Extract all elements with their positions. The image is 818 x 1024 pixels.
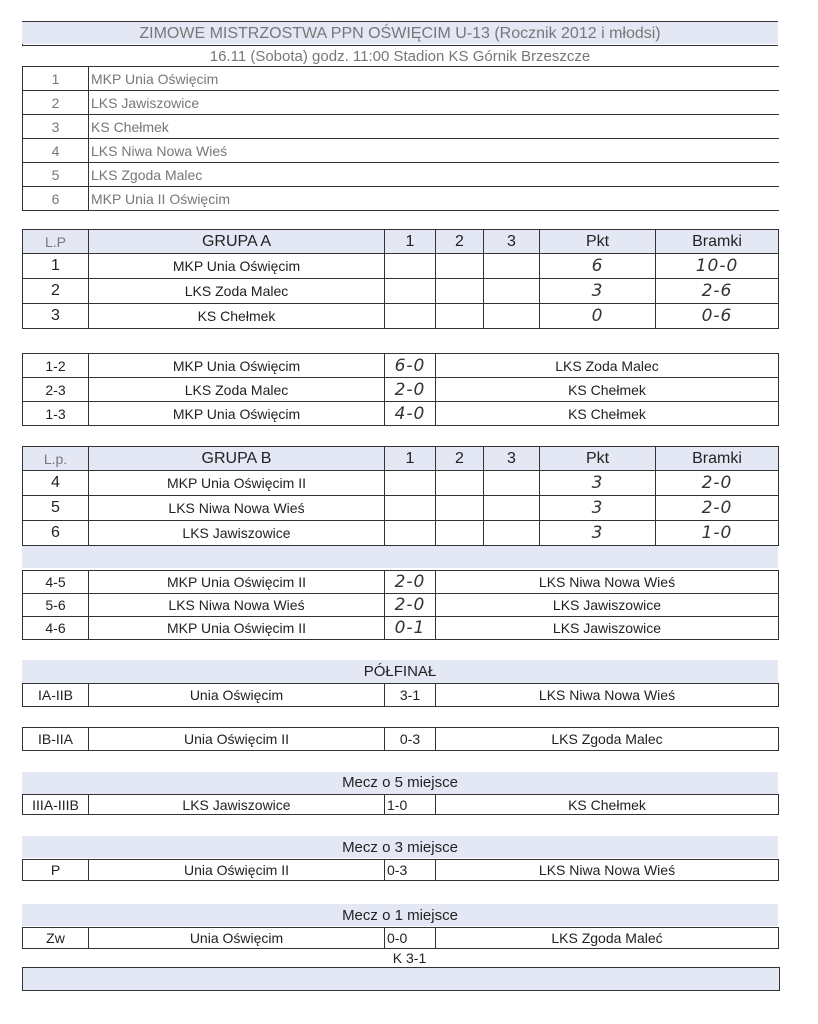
col-2: 2: [436, 230, 484, 254]
match-pair: IB-IIA: [23, 728, 89, 751]
header-divider: [22, 45, 778, 46]
group-a-matches: [22, 353, 779, 426]
match-pair: IIIA-IIIB: [23, 795, 89, 815]
goals: 1-0: [656, 521, 779, 546]
page-title: ZIMOWE MISTRZOSTWA PPN OŚWIĘCIM U-13 (Rocznik 2012 i młodsi): [139, 25, 661, 42]
group-b-title: GRUPA B: [89, 447, 385, 471]
away-team: LKS Niwa Nowa Wieś: [436, 684, 779, 707]
team-name: MKP Unia Oświęcim: [89, 67, 779, 91]
home-team: MKP Unia Oświęcim: [89, 402, 385, 426]
team-name: LKS Niwa Nowa Wieś: [89, 496, 385, 521]
home-team: LKS Niwa Nowa Wieś: [89, 594, 385, 617]
match-score: 2-0: [385, 594, 436, 617]
team-row: [23, 115, 779, 139]
group-a-standings: [22, 229, 779, 329]
home-team: LKS Zoda Malec: [89, 378, 385, 402]
match-row: [23, 684, 779, 707]
away-team: KS Chełmek: [436, 795, 779, 815]
team-name: LKS Zoda Malec: [89, 279, 385, 304]
col-3: 3: [484, 230, 540, 254]
place1-label: Mecz o 1 miejsce: [342, 907, 458, 924]
table-row: [23, 496, 779, 521]
group-b-matches: [22, 570, 779, 640]
group-a-title: GRUPA A: [89, 230, 385, 254]
cell-1: [385, 521, 436, 546]
match-score: 1-0: [385, 795, 436, 815]
cell-3: [484, 471, 540, 496]
team-name: MKP Unia Oświęcim II: [89, 471, 385, 496]
away-team: LKS Zgoda Maleć: [436, 928, 779, 949]
place5-match: [22, 794, 779, 815]
goals: 2-0: [656, 471, 779, 496]
match-score: 2-0: [385, 378, 436, 402]
match-score: 4-0: [385, 402, 436, 426]
group-b-spacer-band: [22, 546, 778, 568]
cell-2: [436, 496, 484, 521]
goals: 0-6: [656, 304, 779, 329]
col-pkt: Pkt: [540, 230, 656, 254]
table-row: [23, 521, 779, 546]
match-score: 2-0: [385, 571, 436, 594]
team-row: [23, 163, 779, 187]
goals: 2-0: [656, 496, 779, 521]
team-name: LKS Jawiszowice: [89, 521, 385, 546]
place3-label: Mecz o 3 miejsce: [342, 839, 458, 856]
home-team: MKP Unia Oświęcim II: [89, 571, 385, 594]
match-row: [23, 354, 779, 378]
cell-3: [484, 496, 540, 521]
match-pair: 4-5: [23, 571, 89, 594]
match-row: [23, 617, 779, 640]
lp: 6: [23, 521, 89, 546]
home-team: Unia Oświęcim II: [89, 860, 385, 881]
team-name: LKS Zgoda Malec: [89, 163, 779, 187]
cell-1: [385, 304, 436, 329]
team-row: [23, 187, 779, 211]
team-list: [22, 66, 779, 211]
match-row: [23, 860, 779, 881]
points: 6: [540, 254, 656, 279]
col-1: 1: [385, 447, 436, 471]
away-team: LKS Zgoda Malec: [436, 728, 779, 751]
away-team: LKS Zoda Malec: [436, 354, 779, 378]
match-pair: P: [23, 860, 89, 881]
cell-1: [385, 471, 436, 496]
match-pair: IA-IIB: [23, 684, 89, 707]
cell-2: [436, 254, 484, 279]
footer-band: [22, 967, 780, 991]
col-bramki: Bramki: [656, 447, 779, 471]
cell-2: [436, 279, 484, 304]
cell-3: [484, 254, 540, 279]
cell-3: [484, 521, 540, 546]
match-score: 3-1: [385, 684, 436, 707]
match-row: [23, 795, 779, 815]
match-row: [23, 594, 779, 617]
semifinal-match-2: [22, 727, 779, 751]
team-number: 5: [23, 163, 89, 187]
lp: 2: [23, 279, 89, 304]
points: 0: [540, 304, 656, 329]
match-score: 0-1: [385, 617, 436, 640]
home-team: Unia Oświęcim: [89, 684, 385, 707]
match-pair: 2-3: [23, 378, 89, 402]
team-number: 4: [23, 139, 89, 163]
cell-3: [484, 279, 540, 304]
team-number: 3: [23, 115, 89, 139]
home-team: MKP Unia Oświęcim II: [89, 617, 385, 640]
col-3: 3: [484, 447, 540, 471]
goals: 2-6: [656, 279, 779, 304]
col-pkt: Pkt: [540, 447, 656, 471]
col-1: 1: [385, 230, 436, 254]
home-team: LKS Jawiszowice: [89, 795, 385, 815]
place3-match: [22, 859, 779, 881]
lp: 1: [23, 254, 89, 279]
semifinal-match-1: [22, 683, 779, 707]
match-score: 0-3: [385, 860, 436, 881]
team-number: 2: [23, 91, 89, 115]
cell-1: [385, 254, 436, 279]
team-name: MKP Unia II Oświęcim: [89, 187, 779, 211]
col-bramki: Bramki: [656, 230, 779, 254]
penalty-result: K 3-1: [392, 950, 427, 966]
match-pair: 1-3: [23, 402, 89, 426]
table-row: [23, 254, 779, 279]
place1-match: [22, 927, 779, 949]
team-number: 6: [23, 187, 89, 211]
team-name: LKS Jawiszowice: [89, 91, 779, 115]
goals: 10-0: [656, 254, 779, 279]
semifinal-label: PÓŁFINAŁ: [363, 663, 437, 680]
table-row: [23, 304, 779, 329]
col-lp: L.P: [23, 230, 89, 254]
team-row: [23, 67, 779, 91]
home-team: Unia Oświęcim II: [89, 728, 385, 751]
home-team: MKP Unia Oświęcim: [89, 354, 385, 378]
points: 3: [540, 496, 656, 521]
match-row: [23, 378, 779, 402]
team-name: MKP Unia Oświęcim: [89, 254, 385, 279]
cell-2: [436, 521, 484, 546]
match-row: [23, 402, 779, 426]
col-2: 2: [436, 447, 484, 471]
team-name: LKS Niwa Nowa Wieś: [89, 139, 779, 163]
group-b-standings: [22, 446, 779, 546]
match-pair: 5-6: [23, 594, 89, 617]
cell-1: [385, 496, 436, 521]
away-team: LKS Niwa Nowa Wieś: [436, 860, 779, 881]
away-team: LKS Niwa Nowa Wieś: [436, 571, 779, 594]
lp: 3: [23, 304, 89, 329]
match-pair: 4-6: [23, 617, 89, 640]
team-number: 1: [23, 67, 89, 91]
lp: 4: [23, 471, 89, 496]
away-team: LKS Jawiszowice: [436, 594, 779, 617]
cell-2: [436, 471, 484, 496]
away-team: KS Chełmek: [436, 378, 779, 402]
col-lp: L.p.: [23, 447, 89, 471]
match-score: 0-0: [385, 928, 436, 949]
team-row: [23, 91, 779, 115]
match-score: 0-3: [385, 728, 436, 751]
away-team: LKS Jawiszowice: [436, 617, 779, 640]
table-row: [23, 471, 779, 496]
match-row: [23, 928, 779, 949]
lp: 5: [23, 496, 89, 521]
match-score: 6-0: [385, 354, 436, 378]
page-subtitle: 16.11 (Sobota) godz. 11:00 Stadion KS Górnik Brzeszcze: [209, 48, 591, 65]
group-b-header-row: [23, 447, 779, 471]
table-row: [23, 279, 779, 304]
away-team: KS Chełmek: [436, 402, 779, 426]
team-row: [23, 139, 779, 163]
match-pair: Zw: [23, 928, 89, 949]
team-name: KS Chełmek: [89, 304, 385, 329]
cell-2: [436, 304, 484, 329]
cell-1: [385, 279, 436, 304]
cell-3: [484, 304, 540, 329]
points: 3: [540, 521, 656, 546]
points: 3: [540, 471, 656, 496]
home-team: Unia Oświęcim: [89, 928, 385, 949]
points: 3: [540, 279, 656, 304]
match-row: [23, 571, 779, 594]
match-pair: 1-2: [23, 354, 89, 378]
team-name: KS Chełmek: [89, 115, 779, 139]
match-row: [23, 728, 779, 751]
group-a-header-row: [23, 230, 779, 254]
place5-label: Mecz o 5 miejsce: [342, 774, 458, 791]
